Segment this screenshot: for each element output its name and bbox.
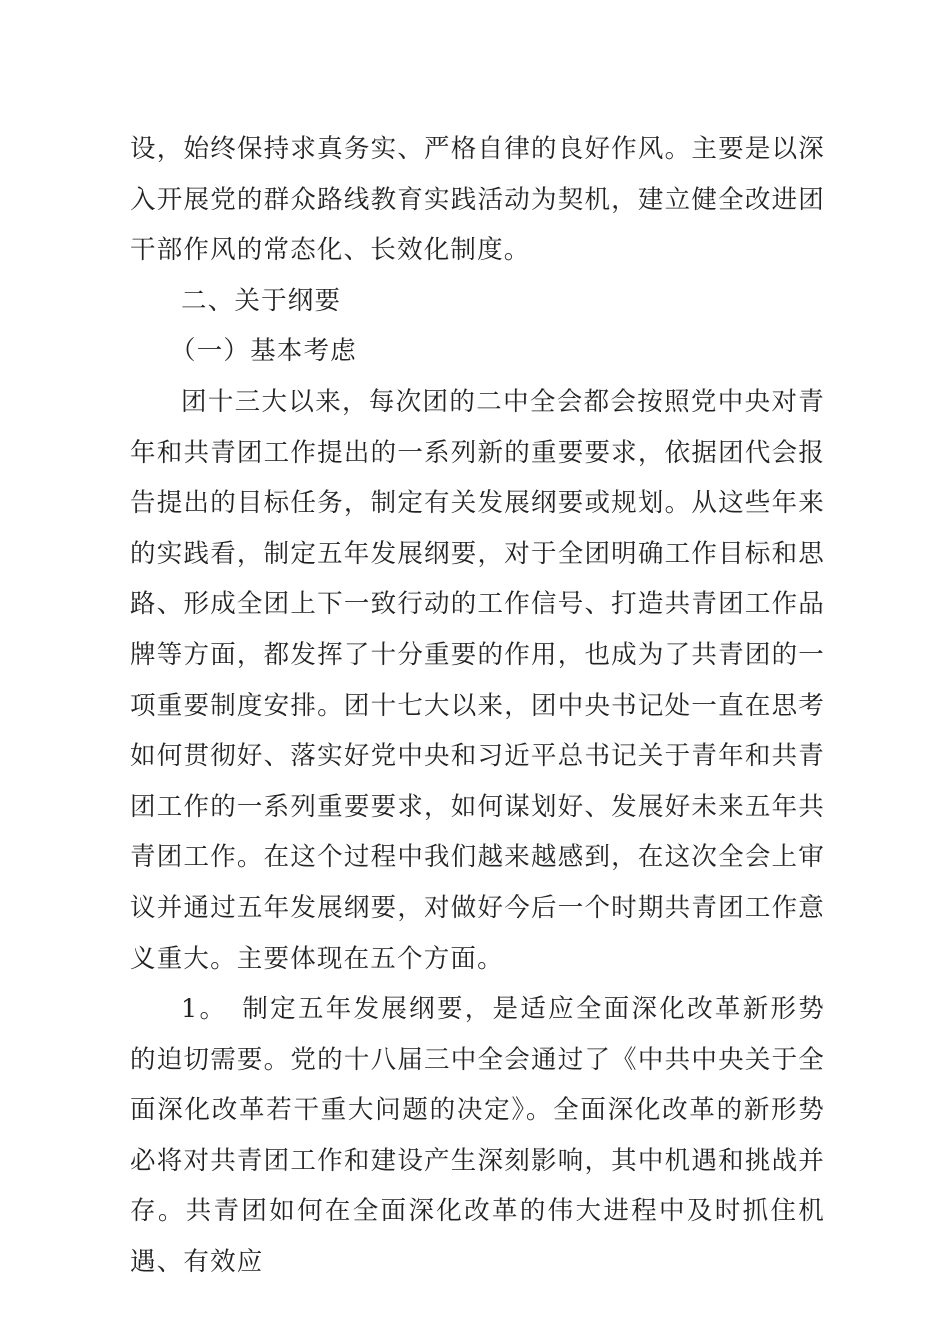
paragraph-point-1: 1。 制定五年发展纲要，是适应全面深化改革新形势的迫切需要。党的十八届三中全会通过了《中共中央关于全面深化改革若干重大问题的决定》。全面深化改革的新形势必将对共青团工作和建设产生深刻影响，其中机遇和挑战并存。共青团如何在全面深化改革的伟大进程中及时抓住机遇、有效应 xyxy=(130,994,825,1278)
subsection-heading: （一）基本考虑 xyxy=(170,336,357,367)
document-body xyxy=(130,124,825,1288)
continuation-paragraph: 设，始终保持求真务实、严格自律的良好作风。主要是以深入开展党的群众路线教育实践活动为契机，建立健全改进团干部作风的常态化、长效化制度。 xyxy=(130,134,825,266)
paragraph-basic-considerations: 团十三大以来，每次团的二中全会都会按照党中央对青年和共青团工作提出的一系列新的重要要求，依据团代会报告提出的目标任务，制定有关发展纲要或规划。从这些年来的实践看，制定五年发展纲要，对于全团明确工作目标和思路、形成全团上下一致行动的工作信号、打造共青团工作品牌等方面，都发挥了十分重要的作用，也成为了共青团的一项重要制度安排。团十七大以来，团中央书记处一直在思考如何贯彻好、落实好党中央和习近平总书记关于青年和共青团工作的一系列重要要求，如何谋划好、发展好未来五年共青团工作。在这个过程中我们越来越感到，在这次全会上审议并通过五年发展纲要，对做好今后一个时期共青团工作意义重大。主要体现在五个方面。 xyxy=(130,386,825,974)
section-heading: 二、关于纲要 xyxy=(181,285,342,316)
